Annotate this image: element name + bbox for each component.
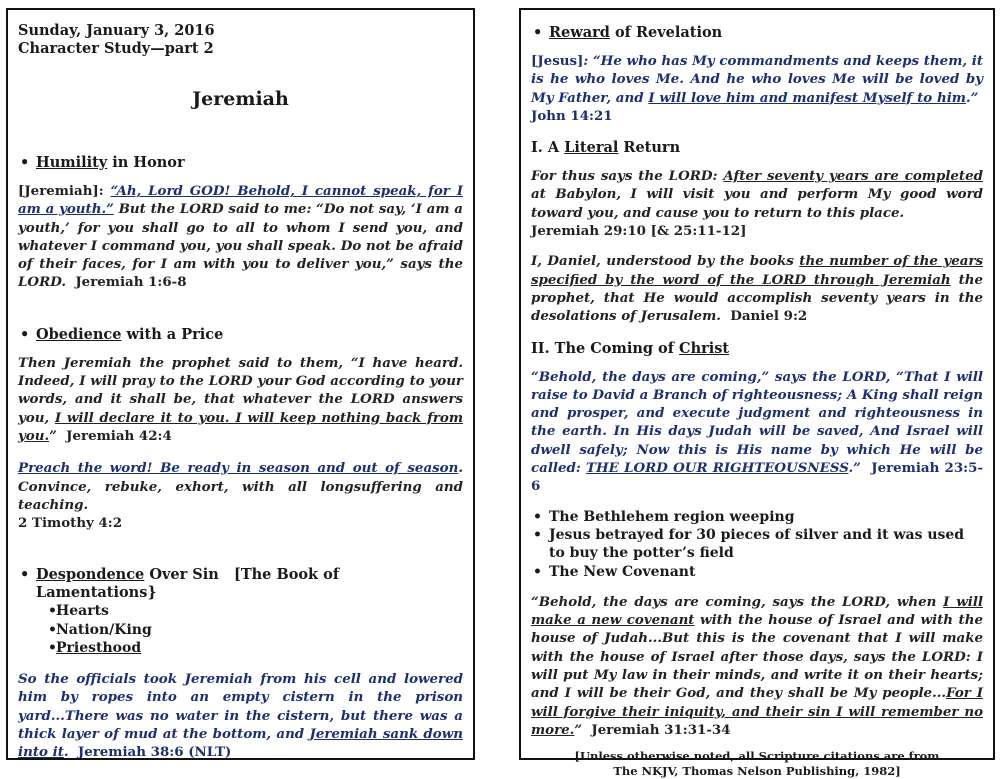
ref-jer-29-10: Jeremiah 29:10 [& 25:11-12] (531, 223, 747, 240)
passage-timothy: Preach the word! Be ready in season and out of season. Convince, rebuke, exhort, with all longsuffering and teaching. 2 Timothy 4:2 (18, 460, 463, 532)
passage-jeremiah-1: [Jeremiah]: “Ah, Lord GOD! Behold, I cannot speak, for I am a youth.” But the LORD said to me: “Do not say, ‘I am a youth,’ for you shall go to all to whom I send you, and whatever I command you, you shall speak. Do not be afraid of their faces, for I am with you to deliver you,” says the LORD. Jeremiah 1:6-8 (18, 183, 463, 291)
list-item-bethlehem: • The Bethlehem region weeping (531, 508, 983, 526)
heading-obedience: • Obedience with a Price (18, 326, 463, 344)
ref-jer-31-31: Jeremiah 31:31-34 (591, 721, 731, 738)
list-item-priesthood: • Priesthood (18, 639, 463, 658)
list-item-thirty-pieces: • Jesus betrayed for 30 pieces of silver and it was used to buy the potter’s field (531, 526, 983, 563)
passage-daniel-9: I, Daniel, understood by the books the number of the years specified by the word of the LORD through Jeremiah the prophet, that He would accomplish seventy years in the desolations of Jerusalem. Daniel 9:2 (531, 253, 984, 325)
passage-jeremiah-42: Then Jeremiah the prophet said to them, “I have heard. Indeed, I will pray to the LORD your God according to your words, and it shall be, that whatever the LORD answers you, I will declare it to you. I will keep nothing back from you.” Jeremiah 42:4 (18, 354, 463, 444)
ref-dan-9-2: Daniel 9:2 (730, 308, 808, 325)
date-line: Sunday, January 3, 2016 (18, 22, 215, 39)
ref-jer-42-4: Jeremiah 42:4 (66, 427, 172, 444)
ref-jer-1-6: Jeremiah 1:6-8 (75, 274, 187, 291)
passage-jeremiah-31: “Behold, the days are coming, says the LORD, when I will make a new covenant with the house of Israel and with the house of Judah...But this is the covenant that I will make with the house of Israel after those days, says the LORD: I will put My law in their minds, and write it on their hearts; and I will be their God, and they shall be My people...For I will forgive their iniquity, and their sin I will remember no more.” Jeremiah 31:31-34 (531, 593, 983, 738)
heading-literal-return: I. A Literal Return (531, 139, 681, 157)
ref-jer-23-5: Jeremiah 23:5-6 (531, 460, 984, 495)
heading-coming-of-christ: II. The Coming of Christ (531, 339, 730, 357)
list-item-new-covenant: • The New Covenant (531, 563, 983, 581)
heading-humility: • Humility in Honor (18, 154, 463, 172)
passage-jeremiah-29: For thus says the LORD: After seventy years are completed at Babylon, I will visit you and perform My good word toward you, and cause you to return to this place. Jeremiah 29:10 [& 25:11-12] (531, 168, 983, 240)
page-title: Jeremiah (192, 88, 289, 110)
passage-jeremiah-38: So the officials took Jeremiah from his cell and lowered him by ropes into an empty cistern in the prison yard...There was no water in the cistern, but there was a thick layer of mud at the bottom, and Jeremiah sank down into it. Jeremiah 38:6 (NLT) (18, 670, 463, 761)
passage-john-14: [Jesus]: “He who has My commandments and keeps them, it is he who loves Me. And he who loves Me will be loved by My Father, and I will love him and manifest Myself to him.” John 14:21 (531, 53, 983, 124)
ref-jer-38-6: Jeremiah 38:6 (NLT) (77, 744, 232, 761)
series-line: Character Study—part 2 (18, 40, 214, 57)
ref-2tim-4-2: 2 Timothy 4:2 (18, 515, 123, 532)
left-page (6, 8, 475, 760)
heading-reward: • Reward of Revelation (531, 24, 983, 42)
list-item-nation-king: • Nation/King (18, 621, 463, 640)
citation-footer: [Unless otherwise noted, all Scripture citations are from The NKJV, Thomas Nelson Publishing, 1982] (574, 749, 940, 779)
ref-john-14-21: John 14:21 (531, 107, 613, 124)
prophecy-list (531, 508, 983, 581)
list-item-hearts: • Hearts (18, 602, 463, 621)
passage-jeremiah-23: “Behold, the days are coming,” says the LORD, “That I will raise to David a Branch of righteousness; A King shall reign and prosper, and execute judgment and righteousness in the earth. In His days Judah will be saved, And Israel will dwell safely; Now this is His name by which He will be called: THE LORD OUR RIGHTEOUSNESS.” Jeremiah 23:5-6 (531, 368, 984, 495)
right-page (519, 8, 995, 779)
heading-despondence: • Despondence Over Sin [The Book of Lamentations} (18, 566, 463, 602)
